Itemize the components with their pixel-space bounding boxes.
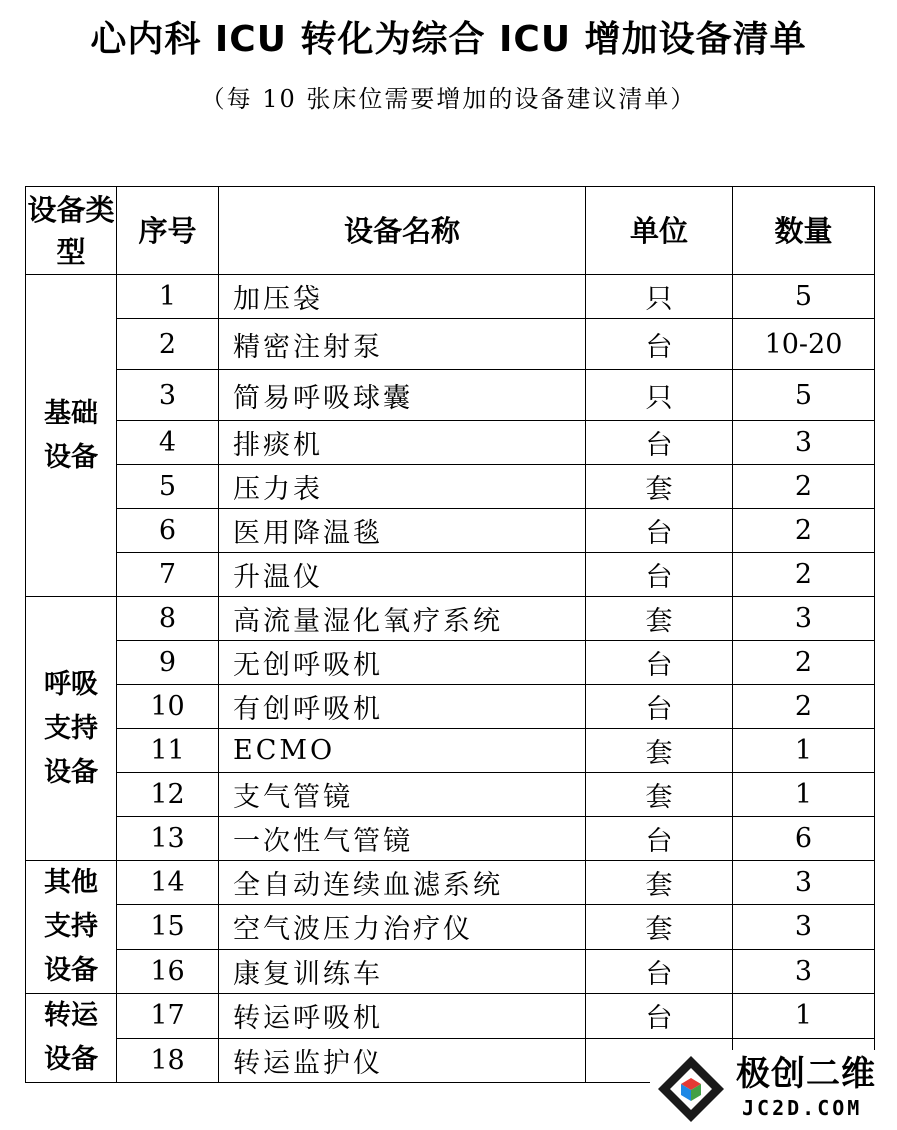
quantity-cell: 1 (733, 994, 875, 1039)
table-row (26, 275, 875, 319)
unit-cell: 只 (586, 370, 733, 421)
watermark-domain: JC2D.COM (742, 1096, 863, 1120)
header-unit: 单位 (586, 187, 733, 275)
seq-cell: 11 (117, 729, 219, 773)
equipment-name-cell: 高流量湿化氧疗系统 (219, 597, 586, 641)
table-row (26, 685, 875, 729)
unit-cell: 套 (586, 597, 733, 641)
equipment-name-cell: 转运监护仪 (219, 1038, 586, 1083)
quantity-cell: 6 (733, 817, 875, 861)
table-row (26, 421, 875, 465)
table-body (26, 275, 875, 1083)
table-row (26, 319, 875, 370)
header-name: 设备名称 (219, 187, 586, 275)
quantity-cell: 2 (733, 641, 875, 685)
table-row (26, 641, 875, 685)
quantity-cell: 2 (733, 553, 875, 597)
equipment-name-cell: 简易呼吸球囊 (219, 370, 586, 421)
table-row (26, 994, 875, 1039)
equipment-name-cell: 一次性气管镜 (219, 817, 586, 861)
watermark (650, 1050, 895, 1128)
seq-cell: 7 (117, 553, 219, 597)
seq-cell: 13 (117, 817, 219, 861)
seq-cell: 18 (117, 1038, 219, 1083)
table-row (26, 465, 875, 509)
quantity-cell: 1 (733, 773, 875, 817)
table-row (26, 729, 875, 773)
seq-cell: 12 (117, 773, 219, 817)
seq-cell: 2 (117, 319, 219, 370)
header-qty: 数量 (733, 187, 875, 275)
table-row (26, 370, 875, 421)
quantity-cell: 2 (733, 509, 875, 553)
seq-cell: 4 (117, 421, 219, 465)
equipment-name-cell: 支气管镜 (219, 773, 586, 817)
quantity-cell: 3 (733, 905, 875, 949)
seq-cell: 5 (117, 465, 219, 509)
quantity-cell: 3 (733, 861, 875, 905)
equipment-type-cell (26, 994, 117, 1083)
equipment-name-cell: 医用降温毯 (219, 509, 586, 553)
equipment-name-cell: 精密注射泵 (219, 319, 586, 370)
unit-cell: 台 (586, 319, 733, 370)
equipment-name-cell: 升温仪 (219, 553, 586, 597)
unit-cell: 只 (586, 275, 733, 319)
seq-cell: 6 (117, 509, 219, 553)
quantity-cell: 2 (733, 465, 875, 509)
unit-cell: 套 (586, 465, 733, 509)
quantity-cell: 3 (733, 949, 875, 993)
seq-cell: 16 (117, 949, 219, 993)
table-row (26, 553, 875, 597)
quantity-cell: 10-20 (733, 319, 875, 370)
document-subtitle: （每 10 张床位需要增加的设备建议清单） (200, 85, 697, 113)
watermark-text: 极创二维 (736, 1054, 876, 1094)
quantity-cell: 2 (733, 685, 875, 729)
cube-logo-icon (656, 1054, 726, 1124)
unit-cell: 台 (586, 421, 733, 465)
equipment-type-label: 呼吸支持设备 (44, 668, 98, 788)
unit-cell: 台 (586, 817, 733, 861)
equipment-name-cell: 全自动连续血滤系统 (219, 861, 586, 905)
seq-cell: 10 (117, 685, 219, 729)
equipment-type-label: 其他支持设备 (44, 867, 98, 986)
unit-cell: 台 (586, 685, 733, 729)
unit-cell: 台 (586, 509, 733, 553)
table-row (26, 509, 875, 553)
header-seq: 序号 (117, 187, 219, 275)
equipment-type-label: 基础设备 (44, 397, 98, 473)
equipment-name-cell: 转运呼吸机 (219, 994, 586, 1039)
equipment-table (25, 186, 875, 1083)
table-row (26, 949, 875, 993)
quantity-cell: 5 (733, 370, 875, 421)
document-title: 心内科 ICU 转化为综合 ICU 增加设备清单 (90, 19, 807, 60)
equipment-type-cell (26, 597, 117, 861)
table-row (26, 861, 875, 905)
quantity-cell: 3 (733, 597, 875, 641)
equipment-name-cell: 排痰机 (219, 421, 586, 465)
equipment-name-cell: 空气波压力治疗仪 (219, 905, 586, 949)
unit-cell: 套 (586, 905, 733, 949)
seq-cell: 15 (117, 905, 219, 949)
equipment-name-cell: 压力表 (219, 465, 586, 509)
unit-cell: 套 (586, 729, 733, 773)
unit-cell: 套 (586, 773, 733, 817)
equipment-type-label: 转运设备 (44, 1000, 98, 1075)
unit-cell: 台 (586, 553, 733, 597)
seq-cell: 3 (117, 370, 219, 421)
header-type: 设备类型 (26, 187, 117, 275)
equipment-name-cell: 无创呼吸机 (219, 641, 586, 685)
table-row (26, 597, 875, 641)
unit-cell: 台 (586, 949, 733, 993)
table-header-row (26, 187, 875, 275)
equipment-type-cell (26, 275, 117, 597)
unit-cell: 台 (586, 641, 733, 685)
equipment-name-cell: ECMO (219, 729, 586, 773)
seq-cell: 14 (117, 861, 219, 905)
unit-cell: 台 (586, 994, 733, 1039)
quantity-cell: 5 (733, 275, 875, 319)
equipment-name-cell: 有创呼吸机 (219, 685, 586, 729)
seq-cell: 9 (117, 641, 219, 685)
quantity-cell: 3 (733, 421, 875, 465)
seq-cell: 1 (117, 275, 219, 319)
table-row (26, 905, 875, 949)
table-row (26, 817, 875, 861)
equipment-name-cell: 加压袋 (219, 275, 586, 319)
seq-cell: 17 (117, 994, 219, 1039)
equipment-name-cell: 康复训练车 (219, 949, 586, 993)
unit-cell: 套 (586, 861, 733, 905)
table-row (26, 773, 875, 817)
quantity-cell: 1 (733, 729, 875, 773)
seq-cell: 8 (117, 597, 219, 641)
equipment-type-cell (26, 861, 117, 994)
